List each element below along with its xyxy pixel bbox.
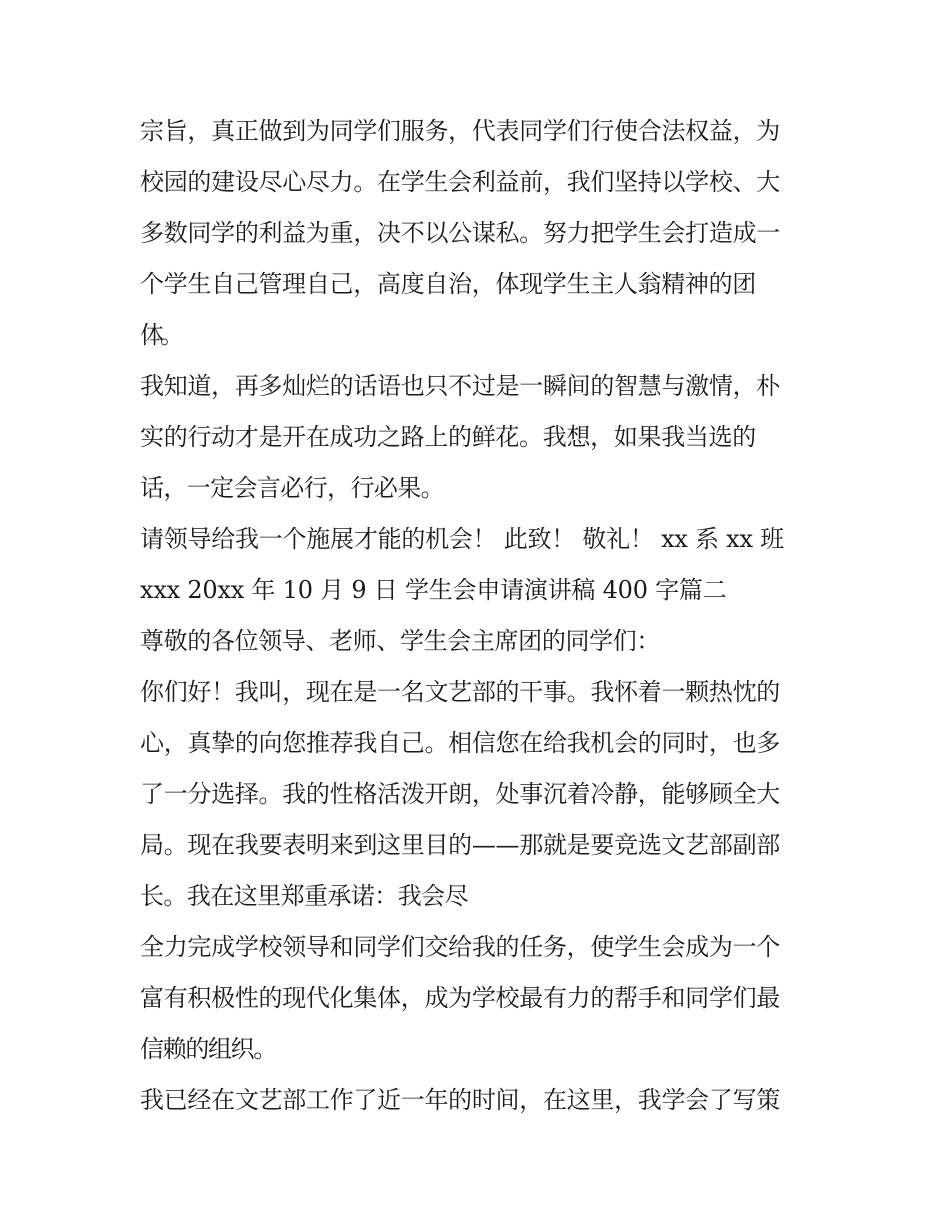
paragraph <box>140 922 820 1075</box>
text-line: 我已经在文艺部工作了近一年的时间，在这里，我学会了写策 <box>140 1086 780 1114</box>
text-line: 我知道，再多灿烂的话语也只不过是一瞬间的智慧与激情，朴 <box>140 372 780 400</box>
document-body <box>140 106 820 1126</box>
text-line: 长。我在这里郑重承诺：我会尽 <box>140 882 468 910</box>
text-line: 校园的建设尽心尽力。在学生会利益前，我们坚持以学校、大 <box>140 168 780 196</box>
text-line: 宗旨，真正做到为同学们服务，代表同学们行使合法权益，为 <box>140 117 780 145</box>
paragraph <box>140 514 820 616</box>
text-line: 实的行动才是开在成功之路上的鲜花。我想，如果我当选的 <box>140 423 756 451</box>
text-line: 体。 <box>140 321 180 349</box>
text-line: 请领导给我一个施展才能的机会！ 此致！ 敬礼！ xx 系 xx 班 <box>140 525 784 553</box>
text-line: xxx 20xx 年 10 月 9 日 学生会申请演讲稿 400 字篇二 <box>140 576 727 604</box>
text-line: 全力完成学校领导和同学们交给我的任务，使学生会成为一个 <box>140 933 780 961</box>
paragraph <box>140 1075 820 1126</box>
text-line: 多数同学的利益为重，决不以公谋私。努力把学生会打造成一 <box>140 219 780 247</box>
text-line: 心，真挚的向您推荐我自己。相信您在给我机会的同时，也多 <box>140 729 780 757</box>
text-line: 信赖的组织。 <box>140 1035 276 1063</box>
text-line: 了一分选择。我的性格活泼开朗，处事沉着冷静，能够顾全大 <box>140 780 780 808</box>
text-line: 你们好！我叫，现在是一名文艺部的干事。我怀着一颗热忱的 <box>140 678 780 706</box>
text-line: 个学生自己管理自己，高度自治，体现学生主人翁精神的团 <box>140 270 756 298</box>
paragraph <box>140 667 820 922</box>
text-line: 富有积极性的现代化集体，成为学校最有力的帮手和同学们最 <box>140 984 780 1012</box>
text-line: 话，一定会言必行，行必果。 <box>140 474 444 502</box>
paragraph <box>140 106 820 361</box>
text-line: 局。现在我要表明来到这里目的——那就是要竞选文艺部副部 <box>140 831 780 859</box>
paragraph <box>140 616 820 667</box>
paragraph <box>140 361 820 514</box>
text-line: 尊敬的各位领导、老师、学生会主席团的同学们： <box>140 627 660 655</box>
